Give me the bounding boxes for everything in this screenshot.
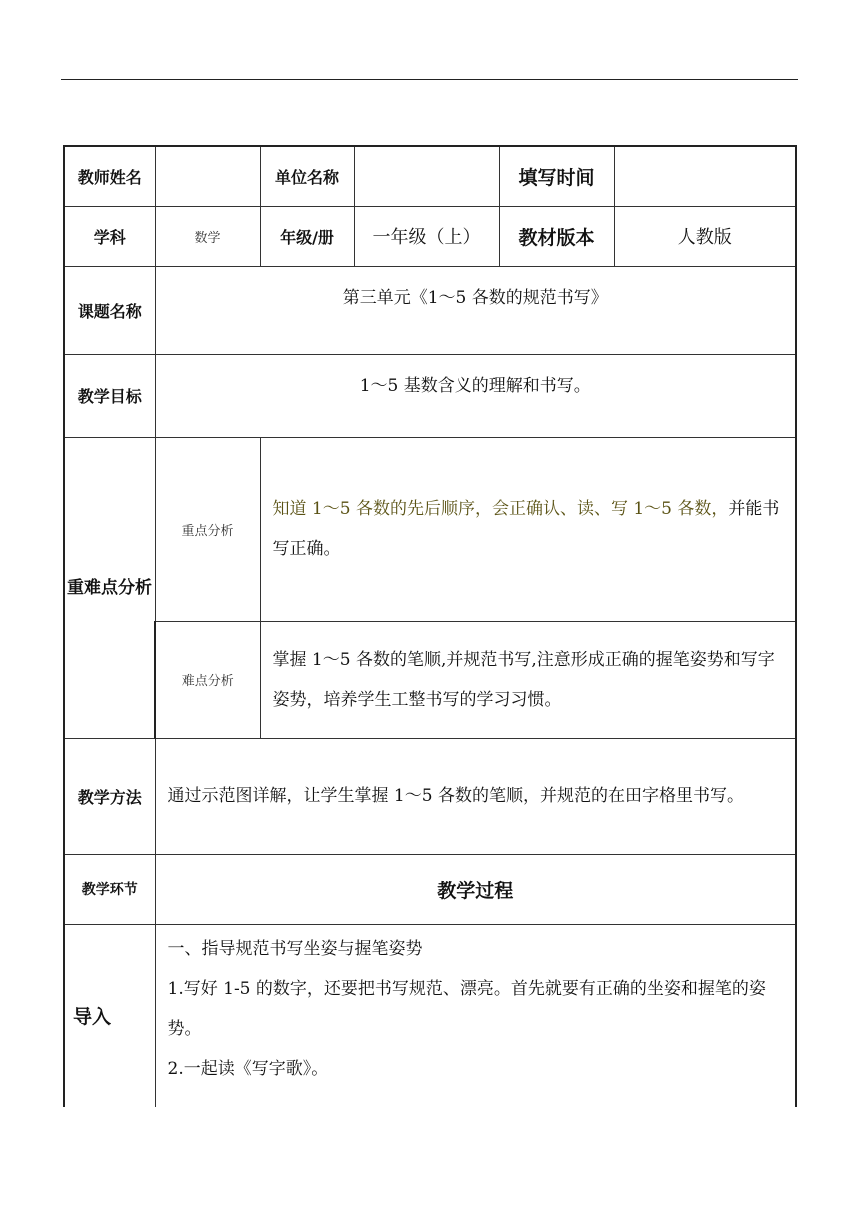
table-row — [64, 621, 796, 738]
table-row — [64, 738, 796, 854]
key-point-text — [260, 437, 796, 621]
lesson-plan-table — [63, 145, 797, 1107]
difficult-point-label: 难点分析 — [155, 621, 260, 738]
grade-value: 一年级（上） — [354, 206, 499, 266]
unit-label: 单位名称 — [260, 146, 354, 206]
grade-label: 年级/册 — [260, 206, 354, 266]
key-point-text-highlight: 知道 1～5 各数的先后顺序，会正确认、读、写 1～5 各数， — [272, 499, 729, 519]
teaching-goal-value: 1～5 基数含义的理解和书写。 — [155, 354, 796, 437]
fill-time-label: 填写时间 — [499, 146, 614, 206]
intro-label: 导入 — [64, 924, 155, 1107]
teaching-process-label: 教学过程 — [155, 854, 796, 924]
table-row — [64, 437, 796, 621]
subject-label: 学科 — [64, 206, 155, 266]
teaching-method-text: 通过示范图详解，让学生掌握 1～5 各数的笔顺，并规范的在田字格里书写。 — [155, 738, 796, 854]
intro-line: 2.一起读《写字歌》。 — [167, 1058, 329, 1079]
lesson-title-label: 课题名称 — [64, 266, 155, 354]
key-point-text-rest: 并能书写正确。 — [272, 499, 780, 559]
intro-line: 1.写好 1-5 的数字，还要把书写规范、漂亮。首先就要有正确的坐姿和握笔的姿势。 — [167, 978, 766, 1039]
teaching-method-label: 教学方法 — [64, 738, 155, 854]
table-row — [64, 854, 796, 924]
table-row — [64, 266, 796, 354]
teacher-name-value — [155, 146, 260, 206]
fill-time-value — [614, 146, 796, 206]
intro-line: 一、指导规范书写坐姿与握笔姿势 — [167, 938, 423, 959]
table-row — [64, 206, 796, 266]
header-rule — [61, 79, 798, 80]
table-row — [64, 924, 796, 1107]
textbook-value: 人教版 — [614, 206, 796, 266]
unit-value — [354, 146, 499, 206]
key-difficult-analysis-label: 重难点分析 — [64, 437, 155, 738]
textbook-label: 教材版本 — [499, 206, 614, 266]
subject-value: 数学 — [155, 206, 260, 266]
teacher-name-label: 教师姓名 — [64, 146, 155, 206]
teaching-stage-label: 教学环节 — [64, 854, 155, 924]
key-point-label: 重点分析 — [155, 437, 260, 621]
lesson-title-value: 第三单元《1～5 各数的规范书写》 — [155, 266, 796, 354]
intro-content — [155, 924, 796, 1107]
table-row — [64, 354, 796, 437]
table-row — [64, 146, 796, 206]
teaching-goal-label: 教学目标 — [64, 354, 155, 437]
difficult-point-text: 掌握 1～5 各数的笔顺,并规范书写,注意形成正确的握笔姿势和写字姿势，培养学生工整书写的学习习惯。 — [260, 621, 796, 738]
